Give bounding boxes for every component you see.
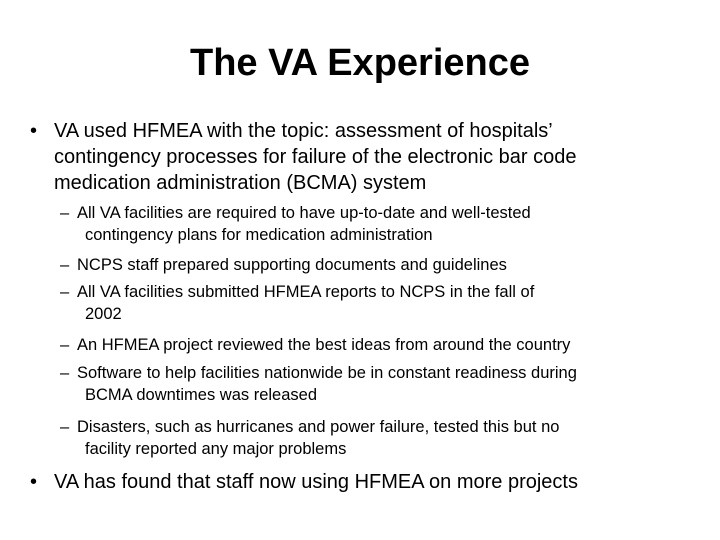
bullet-marker: • <box>30 471 38 493</box>
sub-bullet-marker: – <box>60 256 70 274</box>
sub-bullet-text <box>77 334 697 356</box>
bullet-text <box>54 118 694 196</box>
bullet-line: contingency processes for failure of the electronic bar code <box>54 146 577 168</box>
sub-bullet-marker: – <box>60 418 70 436</box>
bullet-text <box>54 469 694 495</box>
sub-bullet-line: BCMA downtimes was released <box>85 386 318 404</box>
sub-bullet-line: An HFMEA project reviewed the best ideas from around the country <box>77 336 571 354</box>
sub-bullet-marker: – <box>60 204 70 222</box>
sub-bullet-line: Software to help facilities nationwide be in constant readiness during <box>77 364 577 382</box>
sub-bullet-line: contingency plans for medication administration <box>85 226 433 244</box>
bullet-line: VA used HFMEA with the topic: assessment of hospitals’ <box>54 120 553 142</box>
sub-bullet-text <box>77 416 697 460</box>
sub-bullet-text <box>77 254 697 276</box>
sub-bullet-marker: – <box>60 364 70 382</box>
sub-bullet-text <box>77 362 697 406</box>
sub-bullet-line: All VA facilities submitted HFMEA reports to NCPS in the fall of <box>77 283 535 301</box>
sub-bullet-line: NCPS staff prepared supporting documents and guidelines <box>77 256 507 274</box>
sub-bullet-marker: – <box>60 283 70 301</box>
sub-bullet-marker: – <box>60 336 70 354</box>
sub-bullet-line: 2002 <box>85 305 122 323</box>
sub-bullet-line: facility reported any major problems <box>85 440 347 458</box>
slide-title: The VA Experience <box>189 42 530 84</box>
sub-bullet-text <box>77 202 697 246</box>
bullet-marker: • <box>30 120 38 142</box>
bullet-line: VA has found that staff now using HFMEA on more projects <box>54 471 578 493</box>
sub-bullet-line: Disasters, such as hurricanes and power failure, tested this but no <box>77 418 560 436</box>
sub-bullet-line: All VA facilities are required to have up-to-date and well-tested <box>77 204 531 222</box>
bullet-line: medication administration (BCMA) system <box>54 172 427 194</box>
sub-bullet-text <box>77 281 697 325</box>
